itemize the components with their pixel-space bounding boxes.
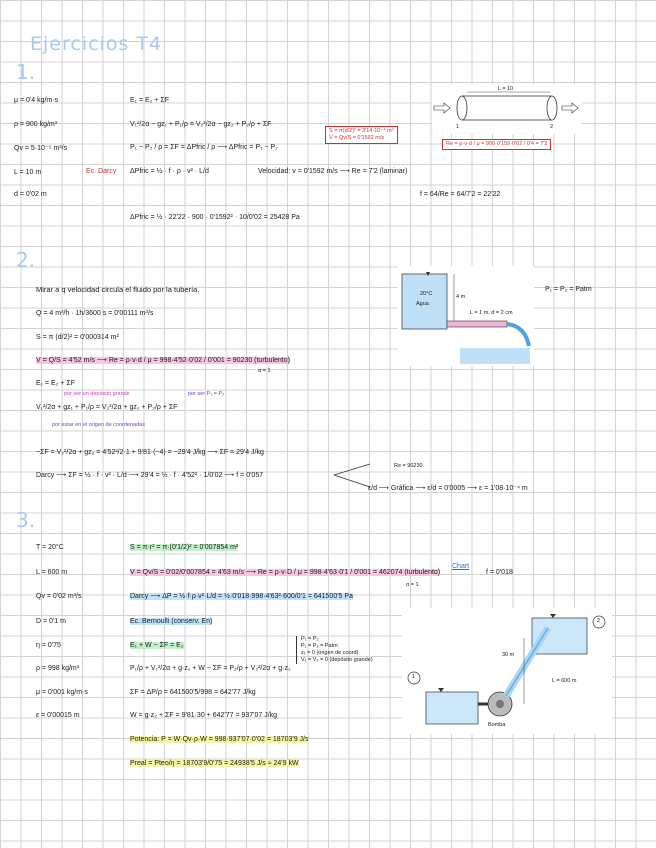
ex3-line xyxy=(130,568,440,577)
height-label: 30 m xyxy=(502,652,515,658)
ex3-line xyxy=(130,735,308,744)
friction-result: f = 0'018 xyxy=(486,569,513,576)
ex2-line: E₁ = E₂ + ΣF xyxy=(36,380,75,387)
tank-figure xyxy=(398,266,534,366)
given: Qv = 0'02 m³/s xyxy=(36,593,82,600)
ex2-line: V₁²/2α + gz₁ + P₁/ρ = V₂²/2α + gz₂ + P₂/ρ + ΣF xyxy=(36,404,178,411)
pipe-end-label: 2 xyxy=(550,124,554,130)
box-line: Re = ρ·v·d / μ = 900·0'159·0'02 / 0'4 = 7'2 xyxy=(446,141,548,147)
equation: ΔPfric = ½ · f · ρ · v² · L/d xyxy=(130,168,209,175)
given: ρ = 900 kg/m³ xyxy=(14,121,58,128)
equation: V₁²/2α − gz₁ + P₁/ρ = V₂²/2α − gz₂ + P₂/ρ + ΣF xyxy=(130,121,272,128)
ex2-re: Re = 90230 xyxy=(394,463,423,469)
ex3-line: ΣF = ΔP/ρ = 641500'5/998 = 642'77 J/kg xyxy=(130,689,256,696)
ex2-intro: Mirar a q velocidad circula el fluido por la tubería. xyxy=(36,285,200,294)
ex2-line: ε/d ⟶ Gráfica ⟶ ε/d = 0'0005 ⟶ ε = 1'08·10⁻⁴ m xyxy=(368,485,528,492)
energy-highlight: E₁ + W − ΣF = E₂ xyxy=(130,642,184,649)
reynolds-box xyxy=(442,139,551,150)
bernoulli-highlight: Ec. Bernoulli (conserv. En) xyxy=(130,618,213,625)
given: μ = 0'001 kg/m·s xyxy=(36,689,88,696)
ex3-line xyxy=(130,543,238,552)
given: η = 0'75 xyxy=(36,642,61,649)
pipe-length-label: L = 10 xyxy=(498,86,514,92)
condition: P₁ = P₂ xyxy=(301,636,319,642)
pipe-figure xyxy=(432,84,582,134)
box-line: S = π(d/2)² = 3'14·10⁻⁴ m² xyxy=(329,128,394,134)
section-number-3: 3. xyxy=(16,508,36,532)
conditions-brace xyxy=(296,636,373,664)
section-number-2: 2. xyxy=(16,248,36,272)
given: D = 0'1 m xyxy=(36,618,66,625)
ex2-line: S = π (d/2)² = 0'000314 m² xyxy=(36,334,119,341)
given: ε = 0'00015 m xyxy=(36,712,80,719)
velocity-highlight: V = Q/S = 4'52 m/s ⟶ Re = ρ·v·d / μ = 998·4'52·0'02 / 0'001 = 90230 (turbulento) xyxy=(36,357,290,364)
ex2-right-note: P₁ = P₂ = Patm xyxy=(545,286,592,293)
ex3-line: P₁/ρ + V₁²/2α + g·z₁ + W − ΣF = P₂/ρ + V₂²/2α + g·z₂ xyxy=(130,665,291,672)
ex3-line xyxy=(130,759,299,768)
length-label: L = 600 m xyxy=(552,678,577,684)
alpha-note: α = 1 xyxy=(258,368,271,374)
reynolds-highlight: V = Qv/S = 0'02/0'007854 = 4'63 m/s ⟶ Re = ρ·v·D / μ = 998·4'63·0'1 / 0'001 = 462074 (turbulento) xyxy=(130,569,441,576)
chart-label: Chart xyxy=(452,563,470,570)
real-power-highlight: Preal = Pteo/η = 18703'9/0'75 = 24938'5 J/s ≈ 24'9 kW xyxy=(130,760,299,767)
branch-arrow xyxy=(332,460,372,490)
ex2-line: Q = 4 m³/h · 1h/3600 s = 0'00111 m³/s xyxy=(36,310,154,317)
area-velocity-box xyxy=(325,126,398,144)
box-line: V = Qv/S = 0'1592 m/s xyxy=(329,135,385,141)
given: T = 20°C xyxy=(36,544,64,551)
ex3-line xyxy=(130,641,184,650)
condition: z₁ = 0 (origen de coord) xyxy=(301,650,359,656)
ex2-line: −ΣF = V₂²/2α + gz₂ = 4'52²/2·1 + 9'81·(−4) = −29'4 J/kg ⟶ ΣF = 29'4 J/kg xyxy=(36,449,264,456)
darcy-label: Ec. Darcy xyxy=(86,168,117,175)
alpha-note: α = 1 xyxy=(406,582,419,588)
section-number-1: 1. xyxy=(16,60,36,84)
darcy-highlight: Darcy ⟶ ΔP = ½·f·ρ·v²·L/d = ½·0'018·998·4'63²·600/0'1 = 641500'5 Pa xyxy=(130,593,353,600)
given: μ = 0'4 kg/m·s xyxy=(14,97,59,104)
tank-drawing xyxy=(398,266,534,366)
node-2-label: 2 xyxy=(597,618,601,624)
pump-system-figure xyxy=(402,608,612,734)
given: L = 600 m xyxy=(36,569,68,576)
result-line: ΔPfric = ½ · 22'22 · 900 · 0'1592² · 10/0'02 = 25428 Pa xyxy=(130,214,300,221)
given: Qv = 5·10⁻⁵ m³/s xyxy=(14,145,68,152)
area-highlight: S = π·r² = π·(0'1/2)² = 0'007854 m² xyxy=(130,544,239,551)
ex3-line xyxy=(130,617,212,626)
power-highlight: Potencia: P = W·Qv·ρ·W = 998·937'07·0'02 = 18703'9 J/s xyxy=(130,736,309,743)
friction-line: f = 64/Re = 64/7'2 = 22'22 xyxy=(420,191,501,198)
pipe-end-label: 1 xyxy=(456,124,460,130)
tank-label: Agua xyxy=(416,301,429,307)
pump-system-drawing xyxy=(402,608,612,734)
height-label: 4 m xyxy=(456,294,466,300)
equation: P₁ − P₂ / ρ = ΣF = ΔPfric / ρ ⟶ ΔPfric = P₁ − P₂ xyxy=(130,144,278,151)
given: L = 10 m xyxy=(14,169,42,176)
pump-label: Bomba xyxy=(488,722,506,728)
tank-temp: 20°C xyxy=(420,291,433,297)
given: ρ = 998 kg/m³ xyxy=(36,665,80,672)
page-title: Ejercicios T4 xyxy=(30,33,163,55)
pipe-label: L = 1 m, d = 2 cm xyxy=(470,310,513,316)
annotation-pink: por ser un depósito grande xyxy=(64,391,130,397)
ex2-line xyxy=(36,356,290,365)
equation: E₁ = E₂ + ΣF xyxy=(130,97,169,104)
annotation-blue: por ser P₁ = P₂ xyxy=(188,391,225,397)
condition: V₁ = V₂ = 0 (depósito grande) xyxy=(301,657,373,663)
condition: P₁ = P₂ = Patm xyxy=(301,643,338,649)
velocity-line: Velocidad: v = 0'1592 m/s ⟶ Re = 7'2 (laminar) xyxy=(258,168,408,175)
ex2-line: Darcy ⟶ ΣF = ½ · f · v² · L/d ⟶ 29'4 = ½ · f · 4'52² · 1/0'02 ⟶ f = 0'057 xyxy=(36,472,264,479)
given: d = 0'02 m xyxy=(14,191,47,198)
annotation-purple: por estar en el origen de coordenadas xyxy=(52,422,145,428)
ex3-line: W = g·z₂ + ΣF = 9'81·30 + 642'77 = 937'07 J/kg xyxy=(130,712,278,719)
node-1-label: 1 xyxy=(412,674,416,680)
ex3-line xyxy=(130,592,353,601)
